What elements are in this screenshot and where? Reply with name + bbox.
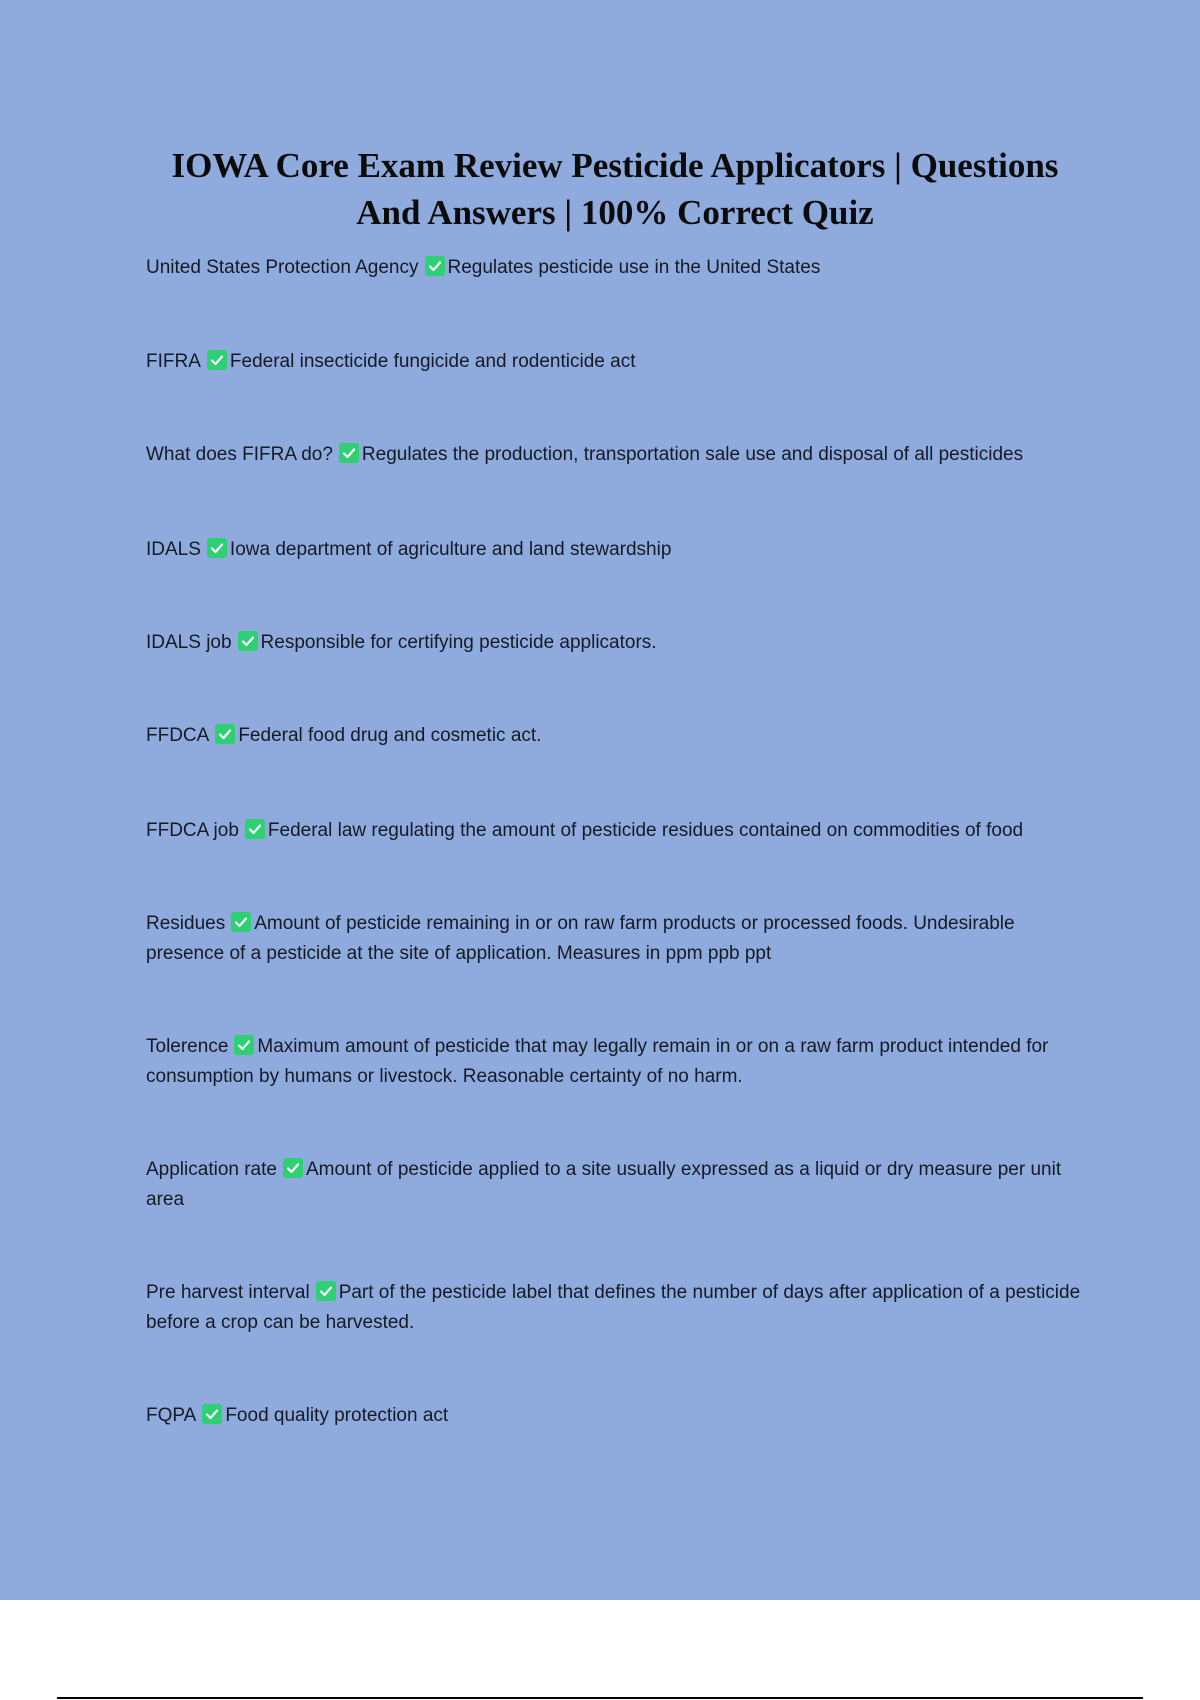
qa-answer: Maximum amount of pesticide that may legally remain in or on a raw farm product intended for consumption by humans or livestock. Reasonable certainty of no harm. <box>146 1036 1049 1087</box>
qa-term: Pre harvest interval <box>146 1282 310 1303</box>
qa-term: FQPA <box>146 1405 197 1426</box>
check-mark-icon <box>234 1035 254 1055</box>
qa-answer: Federal law regulating the amount of pesticide residues contained on commodities of food <box>267 820 1024 841</box>
check-mark-icon <box>316 1281 336 1301</box>
qa-answer: Regulates the production, transportation sale use and disposal of all pesticides <box>361 444 1024 465</box>
qa-answer: Federal insecticide fungicide and rodenticide act <box>229 351 636 372</box>
qa-term: Tolerence <box>146 1036 229 1057</box>
qa-entry <box>146 347 1096 377</box>
qa-term: IDALS job <box>146 632 232 653</box>
qa-term: IDALS <box>146 539 201 560</box>
qa-term: What does FIFRA do? <box>146 444 333 465</box>
qa-answer: Food quality protection act <box>225 1405 449 1426</box>
check-mark-icon <box>202 1404 222 1424</box>
check-mark-icon <box>215 724 235 744</box>
qa-answer: Amount of pesticide applied to a site usually expressed as a liquid or dry measure per unit area <box>146 1159 1062 1210</box>
qa-term: FFDCA job <box>146 820 239 841</box>
check-mark-icon <box>207 538 227 558</box>
qa-term: Residues <box>146 913 226 934</box>
qa-answer: Part of the pesticide label that defines the number of days after application of a pesticide before a crop can be harvested. <box>146 1282 1081 1333</box>
check-mark-icon <box>207 350 227 370</box>
check-mark-icon <box>245 819 265 839</box>
qa-entry <box>146 1032 1096 1092</box>
qa-entry <box>146 253 1096 283</box>
qa-answer: Federal food drug and cosmetic act. <box>238 725 542 746</box>
check-mark-icon <box>238 631 258 651</box>
qa-entry <box>146 1401 1096 1431</box>
check-mark-icon <box>283 1158 303 1178</box>
qa-entry <box>146 628 1096 658</box>
qa-entry <box>146 909 1096 969</box>
footer-divider <box>57 1697 1143 1699</box>
check-mark-icon <box>425 256 445 276</box>
qa-term: FFDCA <box>146 725 210 746</box>
qa-entry <box>146 440 1096 470</box>
qa-term: United States Protection Agency <box>146 257 419 278</box>
qa-entry <box>146 721 1096 751</box>
qa-term: FIFRA <box>146 351 201 372</box>
qa-answer: Iowa department of agriculture and land stewardship <box>229 539 672 560</box>
check-mark-icon <box>231 912 251 932</box>
qa-answer: Regulates pesticide use in the United States <box>447 257 821 278</box>
qa-answer: Amount of pesticide remaining in or on raw farm products or processed foods. Undesirable presence of a pesticide at the site of application. Measures in ppm ppb ppt <box>146 913 1015 964</box>
qa-entry <box>146 1278 1096 1338</box>
qa-term: Application rate <box>146 1159 277 1180</box>
document-title: IOWA Core Exam Review Pesticide Applicators | Questions And Answers | 100% Correct Quiz <box>171 146 1059 232</box>
qa-answer: Responsible for certifying pesticide applicators. <box>260 632 657 653</box>
qa-entry <box>146 1155 1096 1215</box>
qa-entry <box>146 535 1096 565</box>
check-mark-icon <box>339 443 359 463</box>
qa-entry <box>146 816 1096 846</box>
